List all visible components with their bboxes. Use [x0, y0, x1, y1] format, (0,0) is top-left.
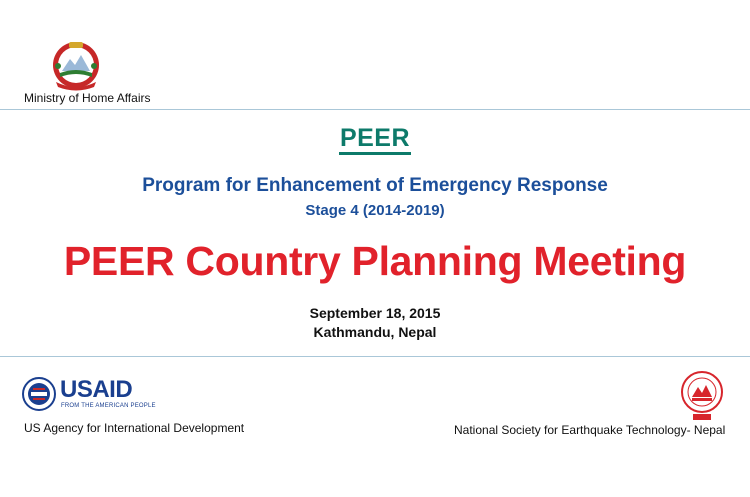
ministry-name: Ministry of Home Affairs — [24, 91, 151, 105]
usaid-seal-icon — [22, 377, 56, 411]
peer-logo — [0, 125, 750, 155]
peer-logo-text: PEER — [339, 125, 411, 155]
bottom-divider — [0, 356, 750, 357]
usaid-wordmark: USAID — [60, 376, 133, 403]
nset-caption: National Society for Earthquake Technology- Nepal — [454, 423, 726, 437]
program-title: Program for Enhancement of Emergency Response — [142, 175, 608, 196]
meeting-location: Kathmandu, Nepal — [313, 324, 437, 340]
usaid-caption: US Agency for International Development — [24, 421, 245, 435]
top-divider — [0, 109, 750, 110]
stage-subtitle: Stage 4 (2014-2019) — [305, 202, 445, 219]
meeting-date: September 18, 2015 — [309, 305, 441, 321]
nepal-government-emblem-icon — [50, 38, 102, 92]
nset-logo-icon — [680, 370, 724, 422]
meeting-title: PEER Country Planning Meeting — [63, 238, 687, 284]
usaid-tagline: FROM THE AMERICAN PEOPLE — [61, 403, 156, 409]
